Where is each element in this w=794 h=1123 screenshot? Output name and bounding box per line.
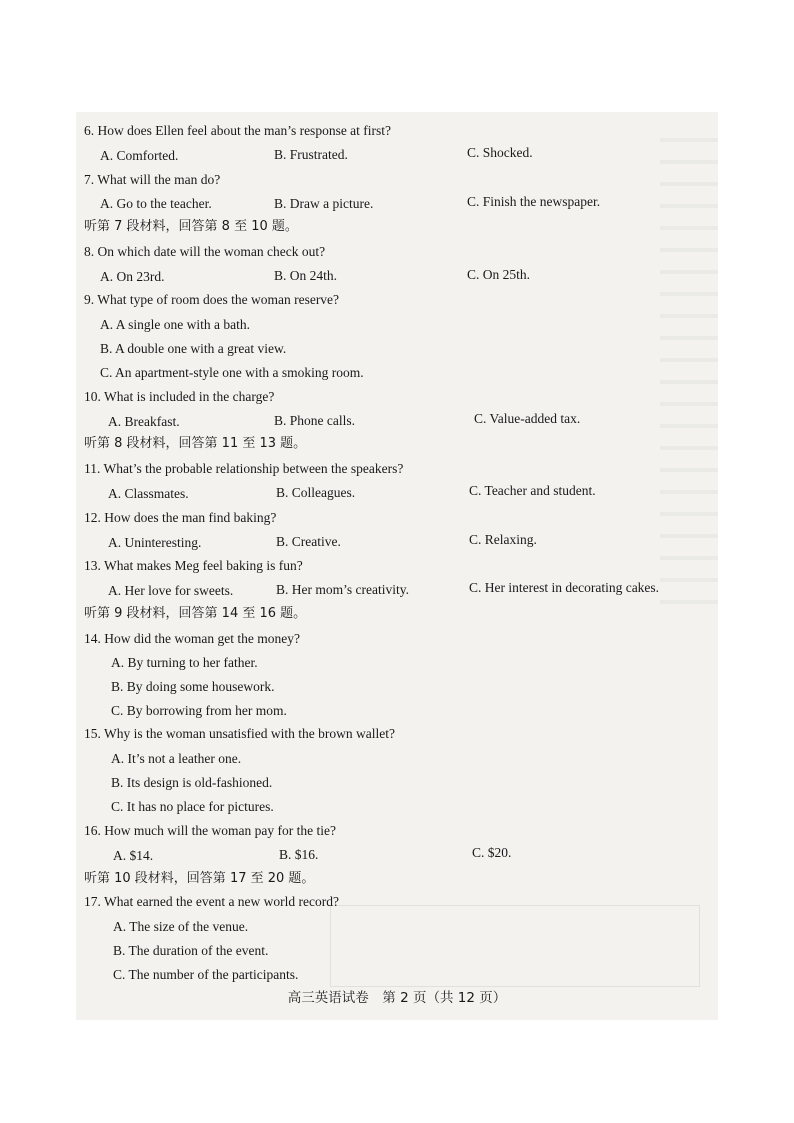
option-16c: C. $20. [472, 845, 512, 860]
option-6c: C. Shocked. [467, 145, 533, 160]
option-14a: A. By turning to her father. [111, 655, 258, 670]
option-15b: B. Its design is old-fashioned. [111, 775, 273, 790]
option-9b: B. A double one with a great view. [100, 341, 287, 356]
question-14: 14. How did the woman get the money? [84, 631, 300, 646]
question-11: 11. What’s the probable relationship between the speakers? [84, 461, 404, 476]
option-15c: C. It has no place for pictures. [111, 799, 274, 814]
section-instruction-8: 听第 8 段材料，回答第 11 至 13 题。 [84, 436, 307, 451]
option-17a: A. The size of the venue. [113, 919, 249, 934]
question-9: 9. What type of room does the woman reserve? [84, 292, 340, 307]
option-8b: B. On 24th. [274, 268, 338, 283]
option-9c: C. An apartment-style one with a smoking room. [100, 365, 364, 380]
option-13b: B. Her mom’s creativity. [276, 582, 409, 597]
option-17b: B. The duration of the event. [113, 943, 269, 958]
option-13a: A. Her love for sweets. [108, 583, 234, 598]
option-11c: C. Teacher and student. [469, 483, 596, 498]
option-17c: C. The number of the participants. [113, 967, 299, 982]
option-12a: A. Uninteresting. [108, 535, 202, 550]
option-16a: A. $14. [113, 848, 154, 863]
option-6b: B. Frustrated. [274, 147, 348, 162]
question-7: 7. What will the man do? [84, 172, 221, 187]
option-11a: A. Classmates. [108, 486, 189, 501]
option-10a: A. Breakfast. [108, 414, 180, 429]
question-8: 8. On which date will the woman check out? [84, 244, 326, 259]
option-8a: A. On 23rd. [100, 269, 165, 284]
section-instruction-7: 听第 7 段材料，回答第 8 至 10 题。 [84, 219, 298, 234]
option-7c: C. Finish the newspaper. [467, 194, 601, 209]
question-15: 15. Why is the woman unsatisfied with the brown wallet? [84, 726, 395, 741]
option-12c: C. Relaxing. [469, 532, 537, 547]
option-14b: B. By doing some housework. [111, 679, 275, 694]
section-instruction-9: 听第 9 段材料，回答第 14 至 16 题。 [84, 606, 307, 621]
option-15a: A. It’s not a leather one. [111, 751, 242, 766]
option-12b: B. Creative. [276, 534, 341, 549]
page-footer: 高三英语试卷 第 2 页（共 12 页） [287, 990, 507, 1006]
option-8c: C. On 25th. [467, 267, 531, 282]
question-10: 10. What is included in the charge? [84, 389, 275, 404]
option-7a: A. Go to the teacher. [100, 196, 212, 211]
option-10c: C. Value-added tax. [474, 411, 581, 426]
question-13: 13. What makes Meg feel baking is fun? [84, 558, 303, 573]
question-16: 16. How much will the woman pay for the tie? [84, 823, 336, 838]
section-instruction-10: 听第 10 段材料，回答第 17 至 20 题。 [84, 871, 315, 886]
option-7b: B. Draw a picture. [274, 196, 374, 211]
option-9a: A. A single one with a bath. [100, 317, 250, 332]
question-17: 17. What earned the event a new world record? [84, 894, 340, 909]
question-6: 6. How does Ellen feel about the man’s response at first? [84, 123, 392, 138]
option-11b: B. Colleagues. [276, 485, 356, 500]
question-12: 12. How does the man find baking? [84, 510, 277, 525]
option-10b: B. Phone calls. [274, 413, 355, 428]
option-6a: A. Comforted. [100, 148, 179, 163]
option-16b: B. $16. [279, 847, 319, 862]
option-13c: C. Her interest in decorating cakes. [469, 580, 660, 595]
option-14c: C. By borrowing from her mom. [111, 703, 287, 718]
